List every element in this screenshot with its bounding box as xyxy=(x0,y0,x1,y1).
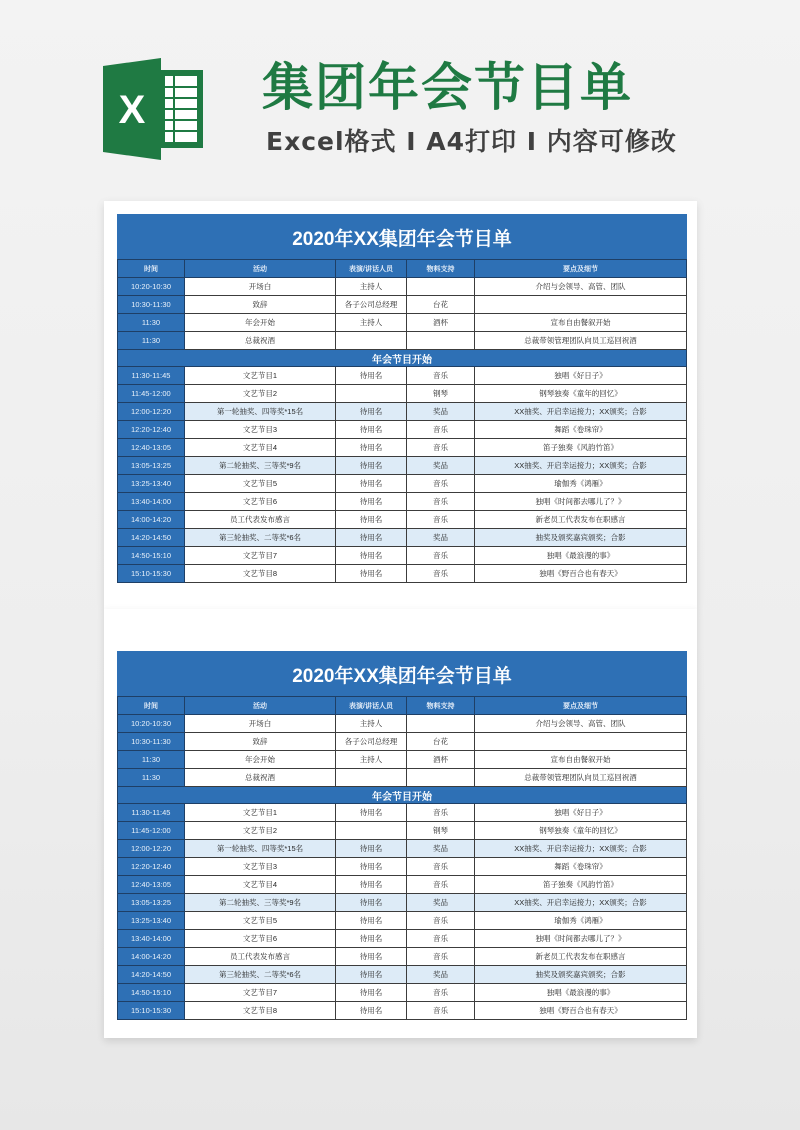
excel-icon xyxy=(103,58,203,160)
material-cell[interactable]: 酒杯 xyxy=(407,751,475,769)
time-cell[interactable]: 12:20-12:40 xyxy=(118,421,185,439)
time-cell[interactable]: 10:20-10:30 xyxy=(118,715,185,733)
performer-cell[interactable]: 待用名 xyxy=(336,475,407,493)
activity-cell[interactable]: 第三轮抽奖、二等奖*6名 xyxy=(185,966,336,984)
detail-cell[interactable] xyxy=(475,733,687,751)
detail-cell[interactable]: 抽奖及颁奖嘉宾颁奖；合影 xyxy=(475,529,687,547)
material-cell[interactable]: 台花 xyxy=(407,733,475,751)
material-cell[interactable]: 奖品 xyxy=(407,894,475,912)
col-header-detail: 要点及细节 xyxy=(475,260,687,278)
time-cell[interactable]: 11:30 xyxy=(118,332,185,350)
time-cell[interactable]: 12:40-13:05 xyxy=(118,439,185,457)
material-cell[interactable]: 奖品 xyxy=(407,529,475,547)
section-row xyxy=(118,350,687,367)
activity-cell[interactable]: 致辞 xyxy=(185,733,336,751)
activity-cell[interactable]: 文艺节目6 xyxy=(185,493,336,511)
time-cell[interactable]: 10:30-11:30 xyxy=(118,733,185,751)
time-cell[interactable]: 13:05-13:25 xyxy=(118,457,185,475)
performer-cell[interactable]: 待用名 xyxy=(336,529,407,547)
material-cell[interactable]: 音乐 xyxy=(407,876,475,894)
program-table-1 xyxy=(117,214,687,583)
col-header-performer: 表演/讲话人员 xyxy=(336,260,407,278)
detail-cell[interactable]: XX抽奖、开启幸运接力；XX颁奖；合影 xyxy=(475,457,687,475)
table-row[interactable] xyxy=(118,804,687,822)
time-cell[interactable]: 13:25-13:40 xyxy=(118,475,185,493)
table-row[interactable] xyxy=(118,511,687,529)
material-cell[interactable]: 音乐 xyxy=(407,493,475,511)
time-cell[interactable]: 11:30-11:45 xyxy=(118,367,185,385)
activity-cell[interactable]: 第三轮抽奖、二等奖*6名 xyxy=(185,529,336,547)
table-row[interactable] xyxy=(118,565,687,583)
activity-cell[interactable]: 第一轮抽奖、四等奖*15名 xyxy=(185,403,336,421)
performer-cell[interactable]: 主持人 xyxy=(336,278,407,296)
performer-cell[interactable]: 待用名 xyxy=(336,457,407,475)
detail-cell[interactable]: 独唱《野百合也有春天》 xyxy=(475,565,687,583)
activity-cell[interactable]: 第二轮抽奖、三等奖*9名 xyxy=(185,894,336,912)
material-cell[interactable]: 钢琴 xyxy=(407,385,475,403)
col-header-time: 时间 xyxy=(118,697,185,715)
activity-cell[interactable]: 文艺节目3 xyxy=(185,858,336,876)
material-cell[interactable]: 钢琴 xyxy=(407,822,475,840)
table-row[interactable] xyxy=(118,457,687,475)
table-row[interactable] xyxy=(118,493,687,511)
table-row[interactable] xyxy=(118,984,687,1002)
time-cell[interactable]: 12:40-13:05 xyxy=(118,876,185,894)
table-row[interactable] xyxy=(118,1002,687,1020)
banner-title: 集团年会节目单 xyxy=(262,59,634,118)
performer-cell[interactable]: 待用名 xyxy=(336,912,407,930)
material-cell[interactable]: 音乐 xyxy=(407,439,475,457)
activity-cell[interactable]: 开场白 xyxy=(185,278,336,296)
detail-cell[interactable]: 独唱《最浪漫的事》 xyxy=(475,984,687,1002)
table-row[interactable] xyxy=(118,876,687,894)
material-cell[interactable]: 音乐 xyxy=(407,475,475,493)
activity-cell[interactable]: 文艺节目1 xyxy=(185,367,336,385)
time-cell[interactable]: 11:30-11:45 xyxy=(118,804,185,822)
table-row[interactable] xyxy=(118,894,687,912)
activity-cell[interactable]: 员工代表发布感言 xyxy=(185,511,336,529)
activity-cell[interactable]: 文艺节目5 xyxy=(185,475,336,493)
time-cell[interactable]: 11:30 xyxy=(118,314,185,332)
material-cell[interactable] xyxy=(407,715,475,733)
col-header-activity: 活动 xyxy=(185,697,336,715)
performer-cell[interactable]: 待用名 xyxy=(336,493,407,511)
performer-cell[interactable]: 待用名 xyxy=(336,547,407,565)
detail-cell[interactable]: 总裁带领管理团队向员工巡回祝酒 xyxy=(475,769,687,787)
material-cell[interactable]: 音乐 xyxy=(407,367,475,385)
material-cell[interactable]: 音乐 xyxy=(407,930,475,948)
activity-cell[interactable]: 第一轮抽奖、四等奖*15名 xyxy=(185,840,336,858)
detail-cell[interactable]: XX抽奖、开启幸运接力；XX颁奖；合影 xyxy=(475,894,687,912)
detail-cell[interactable]: 独唱《最浪漫的事》 xyxy=(475,547,687,565)
time-cell[interactable]: 14:50-15:10 xyxy=(118,547,185,565)
table-row[interactable] xyxy=(118,278,687,296)
detail-cell[interactable]: 独唱《时间都去哪儿了？》 xyxy=(475,930,687,948)
performer-cell[interactable]: 各子公司总经理 xyxy=(336,733,407,751)
table-row[interactable] xyxy=(118,547,687,565)
activity-cell[interactable]: 文艺节目5 xyxy=(185,912,336,930)
activity-cell[interactable]: 致辞 xyxy=(185,296,336,314)
performer-cell[interactable]: 待用名 xyxy=(336,948,407,966)
activity-cell[interactable]: 文艺节目1 xyxy=(185,804,336,822)
activity-cell[interactable]: 文艺节目2 xyxy=(185,385,336,403)
col-header-material: 物料支持 xyxy=(407,260,475,278)
col-header-activity: 活动 xyxy=(185,260,336,278)
detail-cell[interactable] xyxy=(475,296,687,314)
performer-cell[interactable] xyxy=(336,769,407,787)
header-row xyxy=(118,697,687,715)
activity-cell[interactable]: 文艺节目8 xyxy=(185,1002,336,1020)
performer-cell[interactable]: 待用名 xyxy=(336,403,407,421)
table-row[interactable] xyxy=(118,822,687,840)
table-row[interactable] xyxy=(118,296,687,314)
detail-cell[interactable]: 钢琴独奏《童年的回忆》 xyxy=(475,385,687,403)
section-row xyxy=(118,787,687,804)
detail-cell[interactable]: 舞蹈《卷珠帘》 xyxy=(475,421,687,439)
material-cell[interactable]: 音乐 xyxy=(407,547,475,565)
material-cell[interactable]: 音乐 xyxy=(407,984,475,1002)
performer-cell[interactable]: 待用名 xyxy=(336,565,407,583)
time-cell[interactable]: 15:10-15:30 xyxy=(118,1002,185,1020)
time-cell[interactable]: 14:00-14:20 xyxy=(118,948,185,966)
material-cell[interactable]: 奖品 xyxy=(407,403,475,421)
table-row[interactable] xyxy=(118,367,687,385)
detail-cell[interactable]: 介绍与会领导、高管、团队 xyxy=(475,715,687,733)
table-row[interactable] xyxy=(118,475,687,493)
performer-cell[interactable]: 主持人 xyxy=(336,715,407,733)
material-cell[interactable]: 音乐 xyxy=(407,858,475,876)
time-cell[interactable]: 15:10-15:30 xyxy=(118,565,185,583)
detail-cell[interactable]: 舞蹈《卷珠帘》 xyxy=(475,858,687,876)
table-row[interactable] xyxy=(118,715,687,733)
performer-cell[interactable]: 待用名 xyxy=(336,421,407,439)
material-cell[interactable]: 奖品 xyxy=(407,840,475,858)
performer-cell[interactable]: 主持人 xyxy=(336,751,407,769)
detail-cell[interactable]: 新老员工代表发布在职感言 xyxy=(475,948,687,966)
activity-cell[interactable]: 总裁祝酒 xyxy=(185,769,336,787)
detail-cell[interactable]: 宣布自由餐叙开始 xyxy=(475,314,687,332)
material-cell[interactable] xyxy=(407,278,475,296)
detail-cell[interactable]: 宣布自由餐叙开始 xyxy=(475,751,687,769)
table-row[interactable] xyxy=(118,751,687,769)
detail-cell[interactable]: 独唱《好日子》 xyxy=(475,804,687,822)
material-cell[interactable]: 音乐 xyxy=(407,511,475,529)
col-header-time: 时间 xyxy=(118,260,185,278)
table-row[interactable] xyxy=(118,332,687,350)
performer-cell[interactable]: 各子公司总经理 xyxy=(336,296,407,314)
time-cell[interactable]: 12:00-12:20 xyxy=(118,840,185,858)
performer-cell[interactable]: 待用名 xyxy=(336,966,407,984)
table-row[interactable] xyxy=(118,840,687,858)
material-cell[interactable]: 奖品 xyxy=(407,457,475,475)
performer-cell[interactable]: 待用名 xyxy=(336,984,407,1002)
time-cell[interactable]: 10:20-10:30 xyxy=(118,278,185,296)
time-cell[interactable]: 13:05-13:25 xyxy=(118,894,185,912)
activity-cell[interactable]: 第二轮抽奖、三等奖*9名 xyxy=(185,457,336,475)
time-cell[interactable]: 14:00-14:20 xyxy=(118,511,185,529)
performer-cell[interactable]: 主持人 xyxy=(336,314,407,332)
performer-cell[interactable]: 待用名 xyxy=(336,858,407,876)
time-cell[interactable]: 13:40-14:00 xyxy=(118,493,185,511)
performer-cell[interactable]: 待用名 xyxy=(336,876,407,894)
activity-cell[interactable]: 年会开始 xyxy=(185,314,336,332)
performer-cell[interactable] xyxy=(336,385,407,403)
time-cell[interactable]: 13:25-13:40 xyxy=(118,912,185,930)
table-row[interactable] xyxy=(118,314,687,332)
detail-cell[interactable]: 独唱《野百合也有春天》 xyxy=(475,1002,687,1020)
time-cell[interactable]: 11:30 xyxy=(118,751,185,769)
time-cell[interactable]: 11:45-12:00 xyxy=(118,385,185,403)
performer-cell[interactable]: 待用名 xyxy=(336,439,407,457)
table-row[interactable] xyxy=(118,858,687,876)
activity-cell[interactable]: 文艺节目2 xyxy=(185,822,336,840)
detail-cell[interactable]: 总裁带领管理团队向员工巡回祝酒 xyxy=(475,332,687,350)
activity-cell[interactable]: 开场白 xyxy=(185,715,336,733)
performer-cell[interactable]: 待用名 xyxy=(336,930,407,948)
performer-cell[interactable] xyxy=(336,332,407,350)
detail-cell[interactable]: 抽奖及颁奖嘉宾颁奖；合影 xyxy=(475,966,687,984)
activity-cell[interactable]: 文艺节目7 xyxy=(185,984,336,1002)
material-cell[interactable]: 音乐 xyxy=(407,804,475,822)
detail-cell[interactable]: 独唱《时间都去哪儿了？》 xyxy=(475,493,687,511)
activity-cell[interactable]: 年会开始 xyxy=(185,751,336,769)
material-cell[interactable] xyxy=(407,332,475,350)
material-cell[interactable]: 奖品 xyxy=(407,966,475,984)
activity-cell[interactable]: 员工代表发布感言 xyxy=(185,948,336,966)
section-label: 年会节目开始 xyxy=(118,350,687,367)
performer-cell[interactable]: 待用名 xyxy=(336,511,407,529)
detail-cell[interactable]: 介绍与会领导、高管、团队 xyxy=(475,278,687,296)
detail-cell[interactable]: 独唱《好日子》 xyxy=(475,367,687,385)
time-cell[interactable]: 12:00-12:20 xyxy=(118,403,185,421)
material-cell[interactable]: 音乐 xyxy=(407,1002,475,1020)
activity-cell[interactable]: 文艺节目6 xyxy=(185,930,336,948)
activity-cell[interactable]: 文艺节目3 xyxy=(185,421,336,439)
sheet-title: 2020年XX集团年会节目单 xyxy=(118,652,687,697)
table-row[interactable] xyxy=(118,912,687,930)
table-row[interactable] xyxy=(118,385,687,403)
material-cell[interactable]: 音乐 xyxy=(407,565,475,583)
header-row xyxy=(118,260,687,278)
detail-cell[interactable]: 笛子独奏《风韵竹笛》 xyxy=(475,876,687,894)
time-cell[interactable]: 13:40-14:00 xyxy=(118,930,185,948)
performer-cell[interactable]: 待用名 xyxy=(336,894,407,912)
col-header-performer: 表演/讲话人员 xyxy=(336,697,407,715)
time-cell[interactable]: 10:30-11:30 xyxy=(118,296,185,314)
activity-cell[interactable]: 文艺节目4 xyxy=(185,439,336,457)
time-cell[interactable]: 14:50-15:10 xyxy=(118,984,185,1002)
performer-cell[interactable]: 待用名 xyxy=(336,367,407,385)
section-label: 年会节目开始 xyxy=(118,787,687,804)
table-row[interactable] xyxy=(118,439,687,457)
activity-cell[interactable]: 总裁祝酒 xyxy=(185,332,336,350)
sheet-title: 2020年XX集团年会节目单 xyxy=(118,215,687,260)
detail-cell[interactable]: XX抽奖、开启幸运接力；XX颁奖；合影 xyxy=(475,403,687,421)
col-header-material: 物料支持 xyxy=(407,697,475,715)
time-cell[interactable]: 11:30 xyxy=(118,769,185,787)
svg-text:X: X xyxy=(118,88,146,132)
performer-cell[interactable]: 待用名 xyxy=(336,840,407,858)
performer-cell[interactable] xyxy=(336,822,407,840)
detail-cell[interactable]: 瑜伽秀《鸿雁》 xyxy=(475,475,687,493)
material-cell[interactable]: 音乐 xyxy=(407,948,475,966)
material-cell[interactable]: 台花 xyxy=(407,296,475,314)
table-row[interactable] xyxy=(118,948,687,966)
time-cell[interactable]: 11:45-12:00 xyxy=(118,822,185,840)
material-cell[interactable]: 酒杯 xyxy=(407,314,475,332)
detail-cell[interactable]: 钢琴独奏《童年的回忆》 xyxy=(475,822,687,840)
table-row[interactable] xyxy=(118,421,687,439)
material-cell[interactable]: 音乐 xyxy=(407,421,475,439)
banner-subtitle: Excel格式 I A4打印 I 内容可修改 xyxy=(266,127,677,156)
material-cell[interactable]: 音乐 xyxy=(407,912,475,930)
time-cell[interactable]: 14:20-14:50 xyxy=(118,529,185,547)
detail-cell[interactable]: 新老员工代表发布在职感言 xyxy=(475,511,687,529)
detail-cell[interactable]: XX抽奖、开启幸运接力；XX颁奖；合影 xyxy=(475,840,687,858)
performer-cell[interactable]: 待用名 xyxy=(336,804,407,822)
time-cell[interactable]: 12:20-12:40 xyxy=(118,858,185,876)
table-row[interactable] xyxy=(118,403,687,421)
program-table-2 xyxy=(117,651,687,1020)
table-row[interactable] xyxy=(118,529,687,547)
table-row[interactable] xyxy=(118,930,687,948)
activity-cell[interactable]: 文艺节目8 xyxy=(185,565,336,583)
detail-cell[interactable]: 瑜伽秀《鸿雁》 xyxy=(475,912,687,930)
col-header-detail: 要点及细节 xyxy=(475,697,687,715)
material-cell[interactable] xyxy=(407,769,475,787)
table-row[interactable] xyxy=(118,966,687,984)
detail-cell[interactable]: 笛子独奏《风韵竹笛》 xyxy=(475,439,687,457)
performer-cell[interactable]: 待用名 xyxy=(336,1002,407,1020)
table-row[interactable] xyxy=(118,733,687,751)
time-cell[interactable]: 14:20-14:50 xyxy=(118,966,185,984)
table-row[interactable] xyxy=(118,769,687,787)
activity-cell[interactable]: 文艺节目4 xyxy=(185,876,336,894)
activity-cell[interactable]: 文艺节目7 xyxy=(185,547,336,565)
